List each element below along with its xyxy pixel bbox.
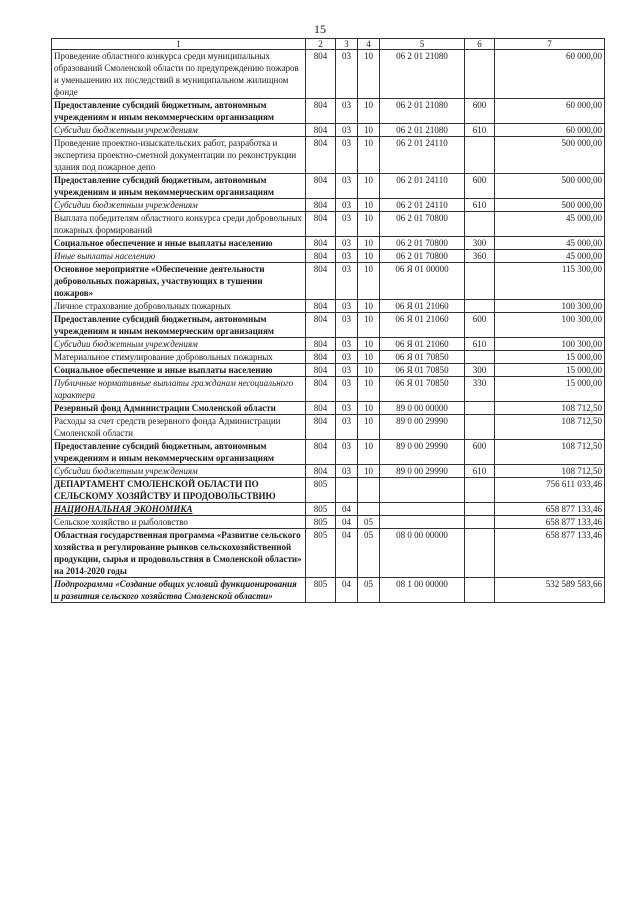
row-code-expense-type: [465, 516, 495, 529]
row-code-ministry: 804: [306, 237, 336, 250]
row-code-subsection: 10: [358, 300, 380, 313]
row-name: Социальное обеспечение и иные выплаты населению: [52, 237, 306, 250]
row-code-ministry: 805: [306, 516, 336, 529]
row-code-subsection: 10: [358, 99, 380, 124]
table-row: [52, 529, 605, 578]
row-name: Резервный фонд Администрации Смоленской области: [52, 402, 306, 415]
table-row: [52, 351, 605, 364]
table-row: [52, 137, 605, 174]
row-code-expense-type: 610: [465, 465, 495, 478]
row-code-ministry: 804: [306, 351, 336, 364]
row-code-expense-type: [465, 529, 495, 578]
row-code-expense-type: 600: [465, 313, 495, 338]
row-code-subsection: [358, 503, 380, 516]
table-row: [52, 124, 605, 137]
row-name: Выплата победителям областного конкурса среди добровольных пожарных формирований: [52, 212, 306, 237]
row-code-subsection: 05: [358, 578, 380, 603]
table-row: [52, 313, 605, 338]
row-code-ministry: 804: [306, 212, 336, 237]
row-code-expense-type: 610: [465, 338, 495, 351]
row-code-target: 89 0 00 29990: [380, 415, 465, 440]
row-code-expense-type: 610: [465, 199, 495, 212]
row-code-expense-type: 300: [465, 237, 495, 250]
table-row: [52, 402, 605, 415]
row-sum: 45 000,00: [495, 237, 605, 250]
row-code-expense-type: [465, 578, 495, 603]
row-code-subsection: 10: [358, 415, 380, 440]
row-code-section: 04: [336, 516, 358, 529]
row-code-section: 03: [336, 300, 358, 313]
row-code-section: 03: [336, 465, 358, 478]
row-name: Материальное стимулирование добровольных пожарных: [52, 351, 306, 364]
row-code-section: 03: [336, 351, 358, 364]
row-code-expense-type: 300: [465, 364, 495, 377]
row-code-expense-type: [465, 415, 495, 440]
row-sum: 60 000,00: [495, 99, 605, 124]
row-code-section: 03: [336, 237, 358, 250]
row-code-section: 03: [336, 313, 358, 338]
table-row: [52, 478, 605, 503]
row-sum: 15 000,00: [495, 364, 605, 377]
row-name: Предоставление субсидий бюджетным, автономным учреждениям и иным некоммерческим организациям: [52, 99, 306, 124]
row-sum: 15 000,00: [495, 351, 605, 364]
row-code-expense-type: [465, 503, 495, 516]
table-row: [52, 440, 605, 465]
table-row: [52, 465, 605, 478]
row-code-ministry: 804: [306, 338, 336, 351]
row-code-section: 03: [336, 338, 358, 351]
row-code-expense-type: [465, 351, 495, 364]
row-code-target: 89 0 00 00000: [380, 402, 465, 415]
row-code-subsection: 10: [358, 364, 380, 377]
row-code-section: 04: [336, 529, 358, 578]
row-code-section: 03: [336, 99, 358, 124]
row-code-target: [380, 503, 465, 516]
table-row: [52, 174, 605, 199]
row-code-target: [380, 478, 465, 503]
row-code-section: 03: [336, 415, 358, 440]
row-code-expense-type: [465, 137, 495, 174]
row-sum: 108 712,50: [495, 415, 605, 440]
row-code-section: 04: [336, 503, 358, 516]
row-sum: 100 300,00: [495, 313, 605, 338]
row-sum: 45 000,00: [495, 212, 605, 237]
row-code-target: 06 2 01 21080: [380, 124, 465, 137]
table-row: [52, 338, 605, 351]
row-name: НАЦИОНАЛЬНАЯ ЭКОНОМИКА: [52, 503, 306, 516]
row-code-expense-type: [465, 212, 495, 237]
row-code-expense-type: [465, 263, 495, 300]
table-row: [52, 99, 605, 124]
row-code-target: 06 Я 01 70850: [380, 377, 465, 402]
row-name: ДЕПАРТАМЕНТ СМОЛЕНСКОЙ ОБЛАСТИ ПО СЕЛЬСКОМУ ХОЗЯЙСТВУ И ПРОДОВОЛЬСТВИЮ: [52, 478, 306, 503]
row-code-ministry: 804: [306, 465, 336, 478]
row-name: Подпрограмма «Создание общих условий функционирования и развития сельского хозяйства Смоленской области»: [52, 578, 306, 603]
row-code-section: [336, 478, 358, 503]
row-code-subsection: 10: [358, 338, 380, 351]
row-sum: 658 877 133,46: [495, 503, 605, 516]
table-row: [52, 263, 605, 300]
row-code-target: 06 2 01 24110: [380, 174, 465, 199]
row-name: Публичные нормативные выплаты гражданам несоциального характера: [52, 377, 306, 402]
row-code-expense-type: 330: [465, 377, 495, 402]
row-code-ministry: 804: [306, 137, 336, 174]
row-code-expense-type: 600: [465, 99, 495, 124]
table-row: [52, 250, 605, 263]
row-code-target: 89 0 00 29990: [380, 465, 465, 478]
column-number: 5: [380, 39, 465, 50]
row-code-target: [380, 516, 465, 529]
row-sum: 756 611 033,46: [495, 478, 605, 503]
row-code-ministry: 804: [306, 377, 336, 402]
row-code-target: 06 2 01 21080: [380, 50, 465, 99]
row-code-subsection: 10: [358, 402, 380, 415]
table-row: [52, 364, 605, 377]
row-name: Основное мероприятие «Обеспечение деятельности добровольных пожарных, участвующих в тушении пожаров»: [52, 263, 306, 300]
row-code-subsection: 10: [358, 174, 380, 199]
column-number: 3: [336, 39, 358, 50]
row-name: Субсидии бюджетным учреждениям: [52, 338, 306, 351]
row-code-subsection: 10: [358, 351, 380, 364]
row-name: Предоставление субсидий бюджетным, автономным учреждениям и иным некоммерческим организациям: [52, 174, 306, 199]
row-name: Субсидии бюджетным учреждениям: [52, 124, 306, 137]
row-sum: 532 589 583,66: [495, 578, 605, 603]
row-code-ministry: 805: [306, 478, 336, 503]
table-row: [52, 50, 605, 99]
row-sum: 115 300,00: [495, 263, 605, 300]
row-code-ministry: 804: [306, 415, 336, 440]
row-code-expense-type: [465, 50, 495, 99]
table-row: [52, 377, 605, 402]
row-sum: 658 877 133,46: [495, 516, 605, 529]
row-code-expense-type: [465, 402, 495, 415]
row-sum: 100 300,00: [495, 300, 605, 313]
row-code-target: 06 2 01 21080: [380, 99, 465, 124]
row-code-subsection: 10: [358, 250, 380, 263]
row-sum: 15 000,00: [495, 377, 605, 402]
row-code-target: 06 2 01 70800: [380, 212, 465, 237]
row-code-section: 03: [336, 402, 358, 415]
row-code-target: 06 Я 01 21060: [380, 338, 465, 351]
row-code-section: 03: [336, 124, 358, 137]
row-code-expense-type: 600: [465, 440, 495, 465]
row-code-ministry: 804: [306, 300, 336, 313]
row-code-section: 03: [336, 250, 358, 263]
row-code-section: 03: [336, 263, 358, 300]
row-code-ministry: 804: [306, 263, 336, 300]
row-code-ministry: 804: [306, 440, 336, 465]
row-code-expense-type: 360: [465, 250, 495, 263]
column-number: 2: [306, 39, 336, 50]
row-sum: 500 000,00: [495, 174, 605, 199]
row-sum: 60 000,00: [495, 124, 605, 137]
row-code-subsection: 10: [358, 313, 380, 338]
row-code-target: 06 2 01 70800: [380, 237, 465, 250]
row-code-target: 89 0 00 29990: [380, 440, 465, 465]
column-number: 1: [52, 39, 306, 50]
row-name: Субсидии бюджетным учреждениям: [52, 199, 306, 212]
column-number: 7: [495, 39, 605, 50]
row-sum: 45 000,00: [495, 250, 605, 263]
row-code-target: 06 Я 01 70850: [380, 364, 465, 377]
column-number: 4: [358, 39, 380, 50]
row-name: Областная государственная программа «Развитие сельского хозяйства и регулирование рынков сельскохозяйственной продукции, сырья и продовольствия в Смоленской области» на 2014-2020 годы: [52, 529, 306, 578]
row-name: Иные выплаты населению: [52, 250, 306, 263]
table-row: [52, 516, 605, 529]
row-sum: 500 000,00: [495, 199, 605, 212]
row-code-subsection: 10: [358, 212, 380, 237]
row-code-section: 04: [336, 578, 358, 603]
row-code-target: 06 2 01 24110: [380, 137, 465, 174]
row-code-ministry: 804: [306, 402, 336, 415]
table-row: [52, 578, 605, 603]
row-sum: 108 712,50: [495, 440, 605, 465]
row-code-subsection: 10: [358, 199, 380, 212]
row-code-subsection: 10: [358, 50, 380, 99]
row-sum: 108 712,50: [495, 465, 605, 478]
row-code-expense-type: [465, 478, 495, 503]
row-code-section: 03: [336, 199, 358, 212]
row-name: Предоставление субсидий бюджетным, автономным учреждениям и иным некоммерческим организациям: [52, 440, 306, 465]
column-number-row: [52, 39, 605, 50]
row-name: Сельское хозяйство и рыболовство: [52, 516, 306, 529]
table-row: [52, 199, 605, 212]
row-sum: 60 000,00: [495, 50, 605, 99]
row-code-section: 03: [336, 137, 358, 174]
row-code-target: 06 2 01 24110: [380, 199, 465, 212]
row-code-section: 03: [336, 212, 358, 237]
row-code-expense-type: [465, 300, 495, 313]
row-name: Проведение областного конкурса среди муниципальных образований Смоленской области по предупреждению пожаров и уменьшению их последствий в муниципальном жилищном фонде: [52, 50, 306, 99]
row-code-subsection: 10: [358, 137, 380, 174]
row-name: Личное страхование добровольных пожарных: [52, 300, 306, 313]
row-code-subsection: 05: [358, 529, 380, 578]
row-code-subsection: 10: [358, 237, 380, 250]
row-code-ministry: 804: [306, 124, 336, 137]
row-code-expense-type: 610: [465, 124, 495, 137]
row-code-ministry: 804: [306, 313, 336, 338]
row-code-section: 03: [336, 364, 358, 377]
row-code-ministry: 804: [306, 364, 336, 377]
row-code-section: 03: [336, 377, 358, 402]
row-name: Социальное обеспечение и иные выплаты населению: [52, 364, 306, 377]
row-code-subsection: 10: [358, 377, 380, 402]
row-code-ministry: 804: [306, 199, 336, 212]
table-row: [52, 237, 605, 250]
row-name: Проведение проектно-изыскательских работ, разработка и экспертиза проектно-сметной документации по реконструкции здания под пожарное депо: [52, 137, 306, 174]
table-row: [52, 300, 605, 313]
row-code-ministry: 805: [306, 503, 336, 516]
row-sum: 100 300,00: [495, 338, 605, 351]
row-code-ministry: 805: [306, 529, 336, 578]
row-name: Расходы за счет средств резервного фонда Администрации Смоленской области: [52, 415, 306, 440]
row-code-subsection: 05: [358, 516, 380, 529]
row-code-subsection: 10: [358, 440, 380, 465]
row-sum: 658 877 133,46: [495, 529, 605, 578]
row-sum: 108 712,50: [495, 402, 605, 415]
row-code-subsection: 10: [358, 263, 380, 300]
column-number: 6: [465, 39, 495, 50]
row-code-target: 08 0 00 00000: [380, 529, 465, 578]
row-code-target: 06 Я 01 70850: [380, 351, 465, 364]
table-row: [52, 212, 605, 237]
row-code-target: 06 Я 01 00000: [380, 263, 465, 300]
table-row: [52, 503, 605, 516]
row-code-subsection: [358, 478, 380, 503]
row-code-ministry: 804: [306, 50, 336, 99]
row-code-ministry: 804: [306, 250, 336, 263]
table-row: [52, 415, 605, 440]
row-code-target: 06 2 01 70800: [380, 250, 465, 263]
row-code-section: 03: [336, 50, 358, 99]
row-code-ministry: 804: [306, 99, 336, 124]
row-code-subsection: 10: [358, 124, 380, 137]
row-sum: 500 000,00: [495, 137, 605, 174]
row-code-ministry: 804: [306, 174, 336, 199]
row-name: Субсидии бюджетным учреждениям: [52, 465, 306, 478]
row-code-target: 06 Я 01 21060: [380, 300, 465, 313]
row-code-expense-type: 600: [465, 174, 495, 199]
row-name: Предоставление субсидий бюджетным, автономным учреждениям и иным некоммерческим организациям: [52, 313, 306, 338]
page-number: 15: [314, 22, 326, 36]
row-code-section: 03: [336, 440, 358, 465]
budget-table: [51, 38, 605, 603]
row-code-target: 06 Я 01 21060: [380, 313, 465, 338]
row-code-target: 08 1 00 00000: [380, 578, 465, 603]
row-code-section: 03: [336, 174, 358, 199]
row-code-ministry: 805: [306, 578, 336, 603]
row-code-subsection: 10: [358, 465, 380, 478]
